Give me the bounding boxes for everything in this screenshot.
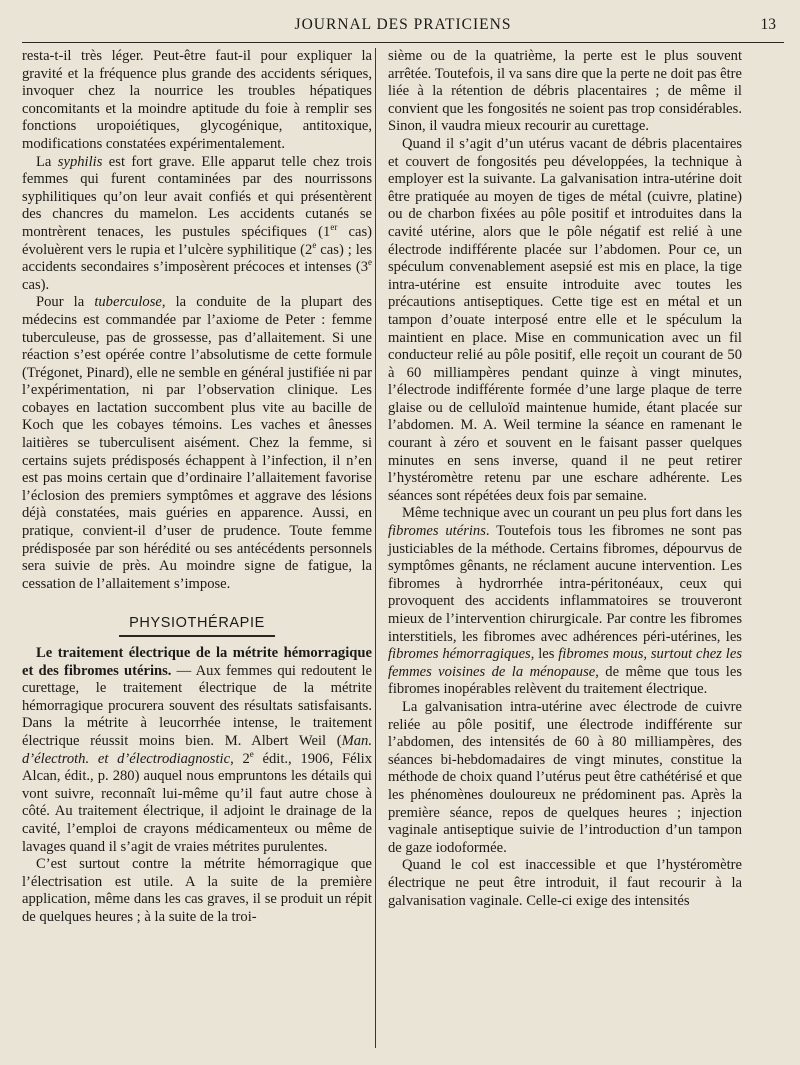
section-heading-block (22, 615, 372, 637)
superscript: e (312, 239, 317, 250)
text-run: — Aux femmes qui redoutent le curettage, le traitement électrique de la métrite hémorragique procurera souvent des résultats satisfaisants. Dans la métrite à leucorrhée intense, le traitement électrique réussit moins bien. M. Albert Weil ( (22, 662, 372, 749)
paragraph-syphilis (22, 154, 372, 295)
journal-title: JOURNAL DES PRATICIENS (294, 16, 512, 33)
paragraph-fibromes (388, 505, 742, 699)
text-run: . Toutefois tous les fibromes ne sont pas justiciables de la méthode. Certains fibromes, dépourvus de symptômes gênants, ne réclament aucune intervention. Les fibromes à hydrorrhée intra-péritonéaux, ceux qui provoquent des accidents inflammatoires se trouveront mieux de l’intervention chirurgicale. Par contre les fibromes interstitiels, les fibromes avec adhérences péri-utérines, les (388, 523, 742, 645)
text-run: édit., 1906, Félix Alcan, édit., p. 280) auquel nous empruntons les détails qui vont suivre, reconnaît lui-même qu’il faut autre chose à côté. Au traitement électrique, il adjoint le drainage de la cavité, l’emploi de crayons médicamenteux ou même de lavages quand il s’agit de vraies métrites purulentes. (22, 750, 372, 855)
article-title: Le traitement électrique de la métrite hémorragique et des fibromes utérins. (22, 645, 372, 679)
right-column (388, 48, 742, 910)
text-run: cas) ; les accidents secondaires s’imposèrent précoces et intenses (3 (22, 241, 372, 276)
text-run: , les (530, 646, 559, 663)
paragraph-article-intro (22, 645, 372, 856)
paragraph-continuation: sième ou de la quatrième, la perte est le plus souvent arrêtée. Toutefois, il va sans dire que la perte ne doit pas être liée à la rétention de débris placentaires ; de même il convient que les fongosités ne soient pas trop considérables. Sinon, il vaudra mieux recourir au curettage. (388, 48, 742, 135)
italic-term-fibromes-mous: fibromes mous, surtout chez les femmes voisines de la ménopause (388, 646, 742, 680)
paragraph-technique: Quand il s’agit d’un utérus vacant de débris placentaires et couvert de fongosités peu développées, la technique à employer est la suivante. La galvanisation intra-utérine doit être pratiquée au moyen de tiges de métal (cuivre, platine) ou de charbon fixées au pôle positif et introduites dans la cavité utérine, alors que le pôle négatif est relié à une électrode indifférente placée sur l’abdomen. Pour ce, un spéculum convenablement asepsié est mis en place, la tige intra-utérine est ensuite introduite avec toutes les précautions antiseptiques. Cette tige est en métal et un tampon d’ouate interposé entre elle et le spéculum la maintient en place. Mise en communication avec un fil conducteur relié au pôle positif, elle reçoit un courant de 50 à 60 milliampères pendant quinze à vingt minutes, l’électrode indifférente formée d’une large plaque de terre glaise ou de celluloïd maintenue humide, étant placée sur l’abdomen. M. A. Weil termine la séance en ramenant le courant à zéro et souvent en le faisant passer quelques minutes en sens inverse, quand il ne peut retirer l’hystéromètre retenu par une eschare adhérente. Les séances sont répétées deux fois par semaine. (388, 135, 742, 504)
page-header (22, 12, 784, 38)
superscript: e (368, 257, 372, 268)
text-run: , 2 (230, 750, 250, 767)
text-run: cas) évoluèrent vers le rupia et l’ulcère syphilitique (2 (22, 223, 372, 258)
text-run: , la conduite de la plupart des médecins est commandée par l’axiome de Peter : femme tuberculeuse, pas de grossesse, pas d’allaitement. Si une réaction s’est opérée contre l’absolutisme de cette formule (Trégonet, Pinard), elle ne semble en général justifiée ni par l’expérimentation, ni par l’observation clinique. Les cobayes en lactation succombent plus vite au bacille de Koch que les cobayes témoins. Les vaches et ânesses laitières se tuberculisent aisément. Chez la femme, si certains sujets prédisposés échappent à l’infection, il n’en est pas moins certain que d’ordinaire l’allaitement favorise l’éclosion des premiers symptômes et aggrave des lésions déjà constatées, mais guéries en apparence. Aussi, en pratique, convient-il d’user de prudence. Toute femme prédisposée par son hérédité ou ses antécédents personnels sera suivie de près. Au moindre signe de fatigue, la cessation de l’allaitement s’impose. (22, 294, 373, 592)
italic-term-fibromes-hemorragiques: fibromes hémorragiques (388, 646, 531, 663)
italic-term-tuberculose: tuberculose (94, 294, 162, 311)
paragraph-serum-accidents: resta-t-il très léger. Peut-être faut-il pour expliquer la gravité et la fréquence plus grande des accidents sériques, invoquer chez la nourrice les troubles hépatiques concomitants et la moindre aptitude du foie à remplir ses fonctions uropoiétiques, glycogénique, antitoxique, modifications constatées expérimentalement. (22, 48, 372, 152)
paragraph-metrite-hemorragique: C’est surtout contre la métrite hémorragique que l’électrisation est utile. A la suite de la première application, même dans les cas graves, il se produit un répit de quelques heures ; à la suite de la troi- (22, 856, 372, 925)
paragraph-tuberculose (22, 294, 372, 593)
header-rule (22, 42, 784, 43)
text-run: La (36, 153, 58, 170)
superscript: er (330, 222, 338, 233)
section-heading: PHYSIOTHÉRAPIE (119, 615, 275, 637)
column-divider (375, 48, 376, 1048)
superscript: e (249, 748, 254, 759)
text-run: , de même que tous les fibromes inopérables relèvent du traitement électrique. (388, 663, 742, 698)
italic-term-syphilis: syphilis (57, 153, 103, 170)
italic-book-title: Man. d’électroth. et d’électrodiagnostic (22, 732, 372, 767)
paragraph-galvanisation-vaginale: Quand le col est inaccessible et que l’hystéromètre électrique ne peut être introduit, il faut recourir à la galvanisation vaginale. Celle-ci exige des intensités (388, 857, 742, 909)
italic-term-fibromes-uterins: fibromes utérins (388, 523, 486, 540)
text-run: Même technique avec un courant un peu plus fort dans les (402, 505, 742, 522)
paragraph-galvanisation: La galvanisation intra-utérine avec électrode de cuivre reliée au pôle positif, une électrode indifférente sur l’abdomen, des intensités de 60 à 80 milliampères, des séances bi-hebdomadaires de vingt minutes, constitue la méthode de choix quand l’utérus peut être cathétérisé et que les phénomènes douloureux ne prédominent pas. Après la première séance, repos de quelques heures ; injection vaginale antiseptique suivie de l’introduction d’un tampon de gaze iodoformée. (388, 698, 742, 856)
text-run: est fort grave. Elle apparut telle chez trois femmes qui furent contaminées par des nourrissons syphilitiques qu’on leur avait confiés et qui présentèrent des chancres du mamelon. Les accidents cutanés se montrèrent tenaces, les pustules spécifiques (1 (22, 153, 372, 240)
left-column (22, 48, 372, 927)
text-run: Pour la (36, 294, 95, 311)
text-run: cas). (22, 276, 50, 293)
page-number: 13 (760, 16, 776, 33)
